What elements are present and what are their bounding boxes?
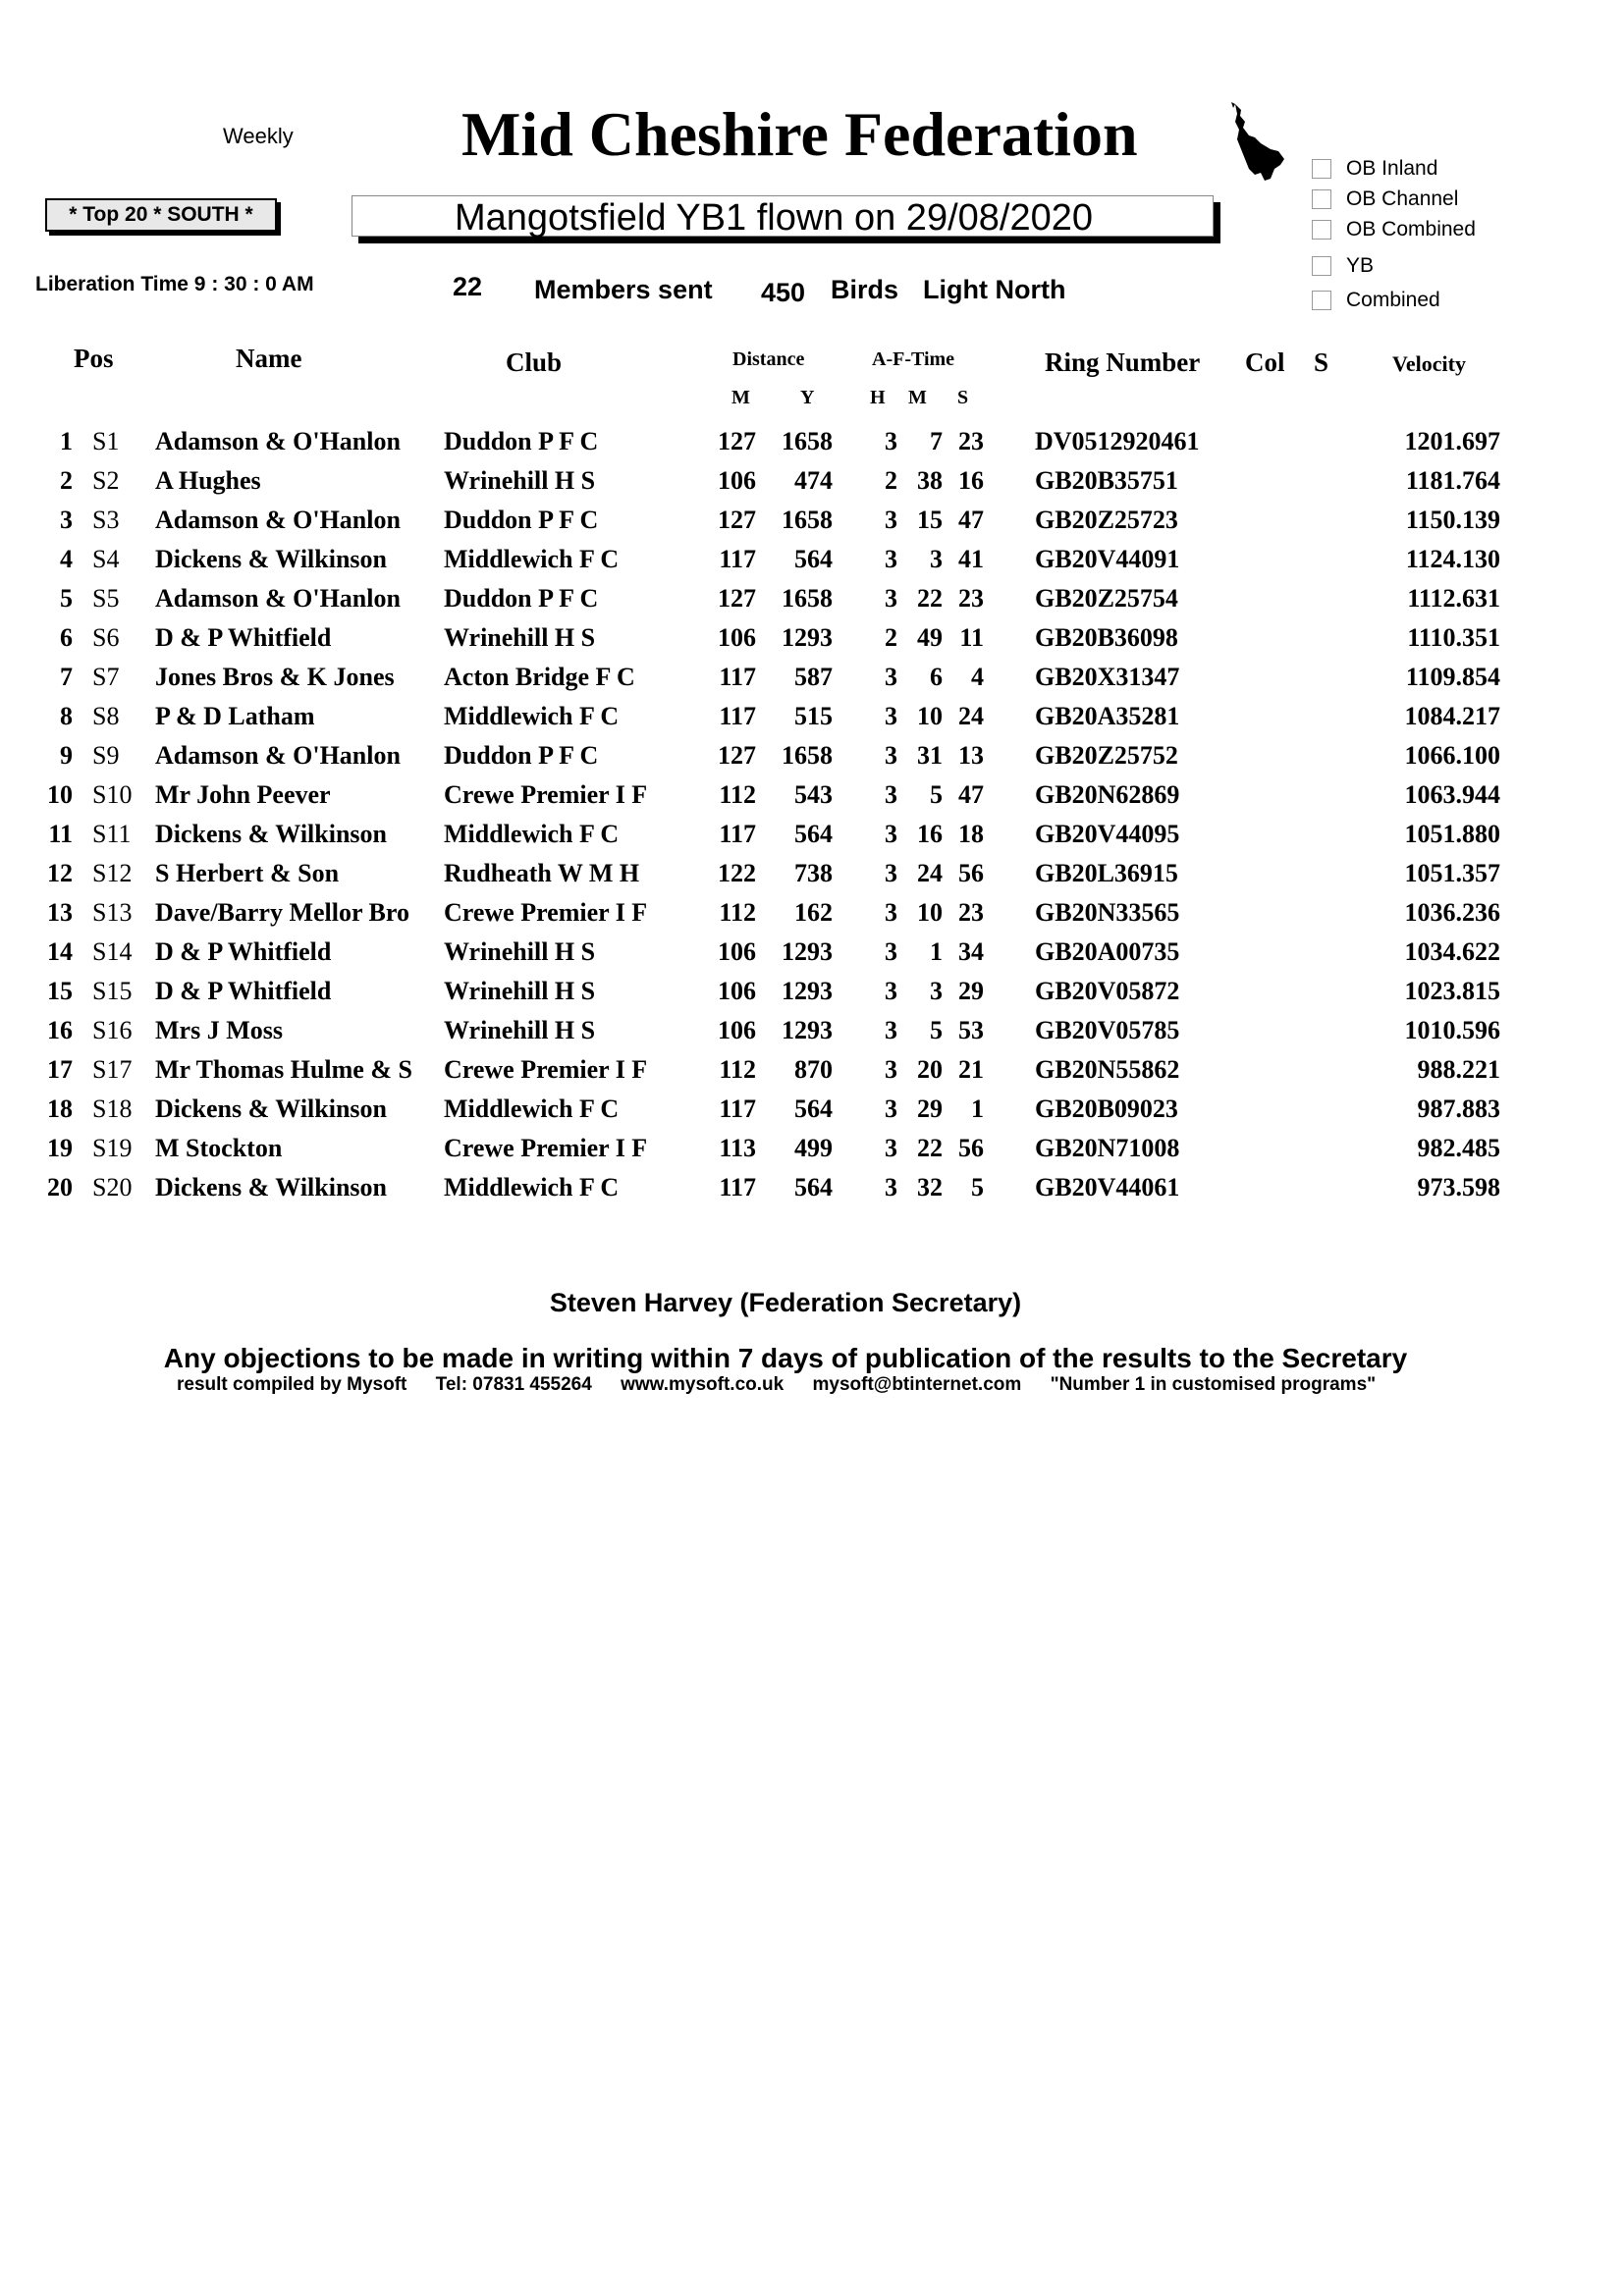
row-club: Crewe Premier I F [444,1134,648,1162]
row-ring-number: GB20Z25754 [1035,584,1178,613]
row-time-hours: 3 [885,1173,897,1201]
row-distance-miles: 106 [718,623,756,652]
row-distance-yards: 564 [794,545,833,573]
checkbox-label: OB Channel [1346,187,1459,210]
row-club: Acton Bridge F C [444,663,635,691]
row-section: S5 [92,584,120,613]
row-time-hours: 3 [885,1055,897,1084]
checkbox-box[interactable] [1312,256,1331,276]
table-row [29,815,1500,854]
row-time-minutes: 49 [917,623,943,652]
row-distance-miles: 106 [718,1016,756,1044]
row-time-seconds: 24 [958,702,984,730]
row-ring-number: GB20N62869 [1035,780,1180,809]
table-row [29,1050,1500,1090]
row-section: S20 [92,1173,133,1201]
row-time-hours: 3 [885,820,897,848]
row-time-hours: 3 [885,1134,897,1162]
row-section: S14 [92,937,133,966]
members-label: Members sent [534,275,713,304]
row-distance-yards: 564 [794,820,833,848]
row-time-hours: 3 [885,1016,897,1044]
row-name: Dickens & Wilkinson [155,1095,388,1123]
row-name: Adamson & O'Hanlon [155,506,401,534]
row-position: 2 [60,466,73,495]
row-name: Dickens & Wilkinson [155,1173,388,1201]
row-distance-miles: 106 [718,977,756,1005]
row-ring-number: GB20L36915 [1035,859,1178,887]
row-position: 18 [47,1095,73,1123]
row-time-hours: 3 [885,859,897,887]
table-row [29,422,1500,461]
checkbox-combined[interactable] [1312,289,1440,312]
row-time-minutes: 24 [917,859,943,887]
row-distance-miles: 117 [719,702,756,730]
results-body [29,422,1500,1207]
row-time-seconds: 1 [971,1095,984,1123]
slogan: "Number 1 in customised programs" [1050,1374,1377,1395]
birds-count: 450 [761,278,806,307]
row-velocity: 1063.944 [1404,780,1500,809]
col-header-aft-s: S [957,387,969,408]
row-velocity: 1066.100 [1404,741,1500,770]
col-header-aft-h: H [870,387,886,408]
row-club: Crewe Premier I F [444,898,648,927]
row-club: Duddon P F C [444,584,599,613]
row-name: D & P Whitfield [155,977,332,1005]
row-ring-number: GB20B09023 [1035,1095,1178,1123]
row-velocity: 1112.631 [1407,584,1500,613]
col-header-name: Name [236,344,302,373]
row-time-seconds: 11 [959,623,984,652]
checkbox-box[interactable] [1312,189,1331,209]
table-row [29,972,1500,1011]
row-distance-yards: 738 [794,859,833,887]
row-club: Middlewich F C [444,545,620,573]
row-velocity: 1150.139 [1405,506,1500,534]
row-ring-number: GB20B35751 [1035,466,1178,495]
row-distance-yards: 1293 [782,977,833,1005]
website-link[interactable]: www.mysoft.co.uk [621,1374,785,1395]
col-header-club: Club [506,347,563,377]
row-velocity: 1109.854 [1405,663,1500,691]
row-section: S2 [92,466,120,495]
row-velocity: 973.598 [1417,1173,1500,1201]
row-section: S4 [92,545,120,573]
table-row [29,933,1500,972]
table-row [29,1011,1500,1050]
row-time-seconds: 16 [958,466,984,495]
row-velocity: 1051.357 [1404,859,1500,887]
table-row [29,1129,1500,1168]
row-position: 20 [47,1173,73,1201]
row-distance-miles: 112 [719,898,756,927]
row-distance-miles: 117 [719,1095,756,1123]
compiled-by: result compiled by Mysoft [177,1374,407,1395]
row-time-seconds: 47 [958,506,984,534]
row-name: P & D Latham [155,702,315,730]
col-header-aft: A-F-Time [872,348,955,370]
row-distance-miles: 122 [718,859,756,887]
row-position: 17 [47,1055,73,1084]
row-time-hours: 3 [885,1095,897,1123]
row-section: S10 [92,780,133,809]
row-ring-number: GB20V44095 [1035,820,1180,848]
row-name: Mr John Peever [155,780,331,809]
col-header-velocity: Velocity [1392,351,1466,376]
col-header-ring: Ring Number [1045,347,1201,377]
row-time-seconds: 34 [958,937,984,966]
table-row [29,658,1500,697]
table-row [29,461,1500,501]
row-time-hours: 3 [885,702,897,730]
row-distance-yards: 543 [794,780,833,809]
row-position: 10 [47,780,73,809]
page-title: Mid Cheshire Federation [461,99,1138,169]
row-time-minutes: 16 [917,820,943,848]
row-club: Wrinehill H S [444,466,596,495]
table-row [29,1168,1500,1207]
row-distance-miles: 113 [719,1134,756,1162]
row-ring-number: GB20V44091 [1035,545,1180,573]
row-time-seconds: 47 [958,780,984,809]
row-section: S7 [92,663,120,691]
row-position: 13 [47,898,73,927]
liberation-time: Liberation Time 9 : 30 : 0 AM [35,273,314,295]
row-distance-miles: 117 [719,545,756,573]
row-distance-yards: 564 [794,1173,833,1201]
row-position: 15 [47,977,73,1005]
row-time-hours: 2 [885,623,897,652]
row-velocity: 987.883 [1417,1095,1500,1123]
row-time-seconds: 29 [958,977,984,1005]
row-time-minutes: 1 [930,937,943,966]
row-name: Dave/Barry Mellor Bro [155,898,409,927]
row-distance-miles: 112 [719,1055,756,1084]
row-position: 4 [60,545,73,573]
row-club: Duddon P F C [444,741,599,770]
row-name: Mr Thomas Hulme & S [155,1055,412,1084]
row-time-seconds: 21 [958,1055,984,1084]
row-velocity: 1051.880 [1404,820,1500,848]
row-distance-miles: 112 [719,780,756,809]
row-time-seconds: 4 [971,663,984,691]
row-name: Dickens & Wilkinson [155,545,388,573]
row-position: 14 [47,937,73,966]
row-distance-miles: 117 [719,820,756,848]
row-time-hours: 3 [885,506,897,534]
row-time-seconds: 56 [958,859,984,887]
row-time-seconds: 23 [958,898,984,927]
row-ring-number: GB20Z25752 [1035,741,1178,770]
row-club: Duddon P F C [444,427,599,455]
row-club: Middlewich F C [444,702,620,730]
row-distance-yards: 587 [794,663,833,691]
checkbox-box[interactable] [1312,159,1331,179]
row-ring-number: GB20V05785 [1035,1016,1180,1044]
table-row [29,736,1500,775]
row-ring-number: GB20B36098 [1035,623,1178,652]
row-position: 8 [60,702,73,730]
secretary-line: Steven Harvey (Federation Secretary) [549,1288,1022,1317]
row-velocity: 988.221 [1417,1055,1500,1084]
row-time-seconds: 56 [958,1134,984,1162]
row-time-hours: 3 [885,780,897,809]
checkbox-label: YB [1346,254,1375,277]
row-time-seconds: 23 [958,427,984,455]
row-time-minutes: 3 [930,545,943,573]
birds-label: Birds [831,275,899,304]
row-section: S6 [92,623,120,652]
row-time-minutes: 10 [917,898,943,927]
table-row [29,854,1500,893]
row-section: S12 [92,859,133,887]
table-row [29,540,1500,579]
row-distance-miles: 127 [718,427,756,455]
row-position: 6 [60,623,73,652]
row-ring-number: GB20V44061 [1035,1173,1180,1201]
row-position: 3 [60,506,73,534]
row-time-hours: 3 [885,898,897,927]
row-club: Rudheath W M H [444,859,640,887]
row-distance-miles: 106 [718,937,756,966]
row-position: 16 [47,1016,73,1044]
row-position: 12 [47,859,73,887]
wind-condition: Light North [923,275,1066,304]
row-time-seconds: 23 [958,584,984,613]
row-section: S9 [92,741,120,770]
row-ring-number: GB20A00735 [1035,937,1180,966]
row-time-minutes: 29 [917,1095,943,1123]
row-section: S19 [92,1134,133,1162]
row-distance-yards: 1658 [782,584,833,613]
col-header-col: Col [1245,347,1285,377]
row-time-minutes: 32 [917,1173,943,1201]
table-row [29,501,1500,540]
members-count: 22 [453,272,483,301]
row-velocity: 1110.351 [1407,623,1500,652]
row-distance-miles: 117 [719,663,756,691]
results-table [29,422,1500,1207]
row-section: S18 [92,1095,133,1123]
row-position: 1 [60,427,73,455]
row-time-hours: 3 [885,741,897,770]
row-ring-number: DV0512920461 [1035,427,1200,455]
row-distance-yards: 1293 [782,623,833,652]
checkbox-label: OB Inland [1346,157,1438,180]
row-club: Wrinehill H S [444,623,596,652]
row-time-minutes: 38 [917,466,943,495]
row-distance-miles: 127 [718,584,756,613]
table-row [29,1090,1500,1129]
table-row [29,579,1500,618]
bird-silhouette-icon [1227,100,1286,183]
row-time-minutes: 20 [917,1055,943,1084]
email-link[interactable]: mysoft@btinternet.com [812,1374,1022,1395]
table-row [29,775,1500,815]
telephone: Tel: 07831 455264 [435,1374,592,1395]
row-ring-number: GB20N71008 [1035,1134,1180,1162]
row-ring-number: GB20V05872 [1035,977,1180,1005]
row-time-minutes: 7 [930,427,943,455]
row-ring-number: GB20N33565 [1035,898,1180,927]
row-distance-yards: 515 [794,702,833,730]
row-name: Adamson & O'Hanlon [155,741,401,770]
row-time-minutes: 15 [917,506,943,534]
row-club: Crewe Premier I F [444,780,648,809]
row-velocity: 1201.697 [1404,427,1500,455]
row-time-seconds: 53 [958,1016,984,1044]
row-section: S1 [92,427,120,455]
row-distance-miles: 127 [718,741,756,770]
row-section: S11 [92,820,132,848]
checkbox-label: OB Combined [1346,218,1476,240]
checkbox-yb[interactable] [1312,254,1374,278]
row-time-seconds: 18 [958,820,984,848]
checkbox-box[interactable] [1312,291,1331,310]
row-club: Duddon P F C [444,506,599,534]
row-velocity: 1084.217 [1404,702,1500,730]
row-time-minutes: 6 [930,663,943,691]
row-name: Mrs J Moss [155,1016,283,1044]
row-position: 9 [60,741,73,770]
row-section: S17 [92,1055,133,1084]
row-distance-miles: 106 [718,466,756,495]
row-distance-yards: 1293 [782,1016,833,1044]
row-time-minutes: 10 [917,702,943,730]
row-name: Adamson & O'Hanlon [155,584,401,613]
col-header-distance-y: Y [800,387,815,408]
checkbox-ob-channel[interactable] [1312,187,1458,211]
row-name: Jones Bros & K Jones [155,663,395,691]
row-position: 5 [60,584,73,613]
row-club: Wrinehill H S [444,977,596,1005]
row-time-minutes: 5 [930,780,943,809]
row-section: S3 [92,506,120,534]
table-row [29,618,1500,658]
row-velocity: 1010.596 [1404,1016,1500,1044]
row-section: S13 [92,898,133,927]
row-distance-yards: 1658 [782,741,833,770]
row-distance-yards: 162 [794,898,833,927]
row-club: Middlewich F C [444,820,620,848]
row-name: D & P Whitfield [155,937,332,966]
col-header-distance: Distance [732,348,805,370]
row-velocity: 1034.622 [1404,937,1500,966]
checkbox-ob-combined[interactable] [1312,218,1476,241]
row-time-minutes: 5 [930,1016,943,1044]
row-time-minutes: 3 [930,977,943,1005]
row-time-minutes: 22 [917,584,943,613]
row-club: Middlewich F C [444,1173,620,1201]
row-position: 11 [48,820,73,848]
compiled-line [177,1374,1399,1396]
row-section: S16 [92,1016,133,1044]
row-time-hours: 3 [885,545,897,573]
row-time-hours: 3 [885,427,897,455]
objections-notice: Any objections to be made in writing within 7 days of publication of the results to the Secretary [163,1343,1408,1373]
col-header-aft-m: M [908,387,927,408]
row-distance-yards: 564 [794,1095,833,1123]
table-row [29,697,1500,736]
row-time-hours: 2 [885,466,897,495]
row-name: Dickens & Wilkinson [155,820,388,848]
row-velocity: 982.485 [1417,1134,1500,1162]
col-header-pos: Pos [74,344,114,373]
row-distance-yards: 474 [794,466,833,495]
row-time-seconds: 5 [971,1173,984,1201]
row-time-hours: 3 [885,584,897,613]
row-section: S15 [92,977,133,1005]
row-ring-number: GB20X31347 [1035,663,1180,691]
section-tag: * Top 20 * SOUTH * [45,198,277,232]
row-distance-miles: 117 [719,1173,756,1201]
row-time-seconds: 41 [958,545,984,573]
row-distance-yards: 1658 [782,506,833,534]
table-row [29,893,1500,933]
row-distance-yards: 870 [794,1055,833,1084]
checkbox-ob-inland[interactable] [1312,157,1437,181]
row-club: Middlewich F C [444,1095,620,1123]
row-ring-number: GB20Z25723 [1035,506,1178,534]
row-position: 19 [47,1134,73,1162]
row-distance-yards: 499 [794,1134,833,1162]
row-time-minutes: 22 [917,1134,943,1162]
checkbox-box[interactable] [1312,220,1331,240]
row-club: Crewe Premier I F [444,1055,648,1084]
row-time-hours: 3 [885,937,897,966]
row-time-hours: 3 [885,977,897,1005]
race-title-box: Mangotsfield YB1 flown on 29/08/2020 [352,195,1214,237]
row-ring-number: GB20N55862 [1035,1055,1180,1084]
row-position: 7 [60,663,73,691]
row-name: A Hughes [155,466,261,495]
row-distance-yards: 1293 [782,937,833,966]
row-club: Wrinehill H S [444,1016,596,1044]
row-velocity: 1124.130 [1405,545,1500,573]
row-velocity: 1181.764 [1405,466,1500,495]
row-velocity: 1023.815 [1404,977,1500,1005]
weekly-label: Weekly [223,124,294,148]
row-distance-yards: 1658 [782,427,833,455]
col-header-s: S [1314,347,1329,377]
row-distance-miles: 127 [718,506,756,534]
row-time-seconds: 13 [958,741,984,770]
col-header-distance-m: M [731,387,750,408]
row-ring-number: GB20A35281 [1035,702,1180,730]
row-name: D & P Whitfield [155,623,332,652]
row-section: S8 [92,702,120,730]
row-velocity: 1036.236 [1404,898,1500,927]
row-name: M Stockton [155,1134,283,1162]
row-club: Wrinehill H S [444,937,596,966]
row-time-hours: 3 [885,663,897,691]
checkbox-label: Combined [1346,289,1440,311]
row-time-minutes: 31 [917,741,943,770]
row-name: S Herbert & Son [155,859,340,887]
row-name: Adamson & O'Hanlon [155,427,401,455]
